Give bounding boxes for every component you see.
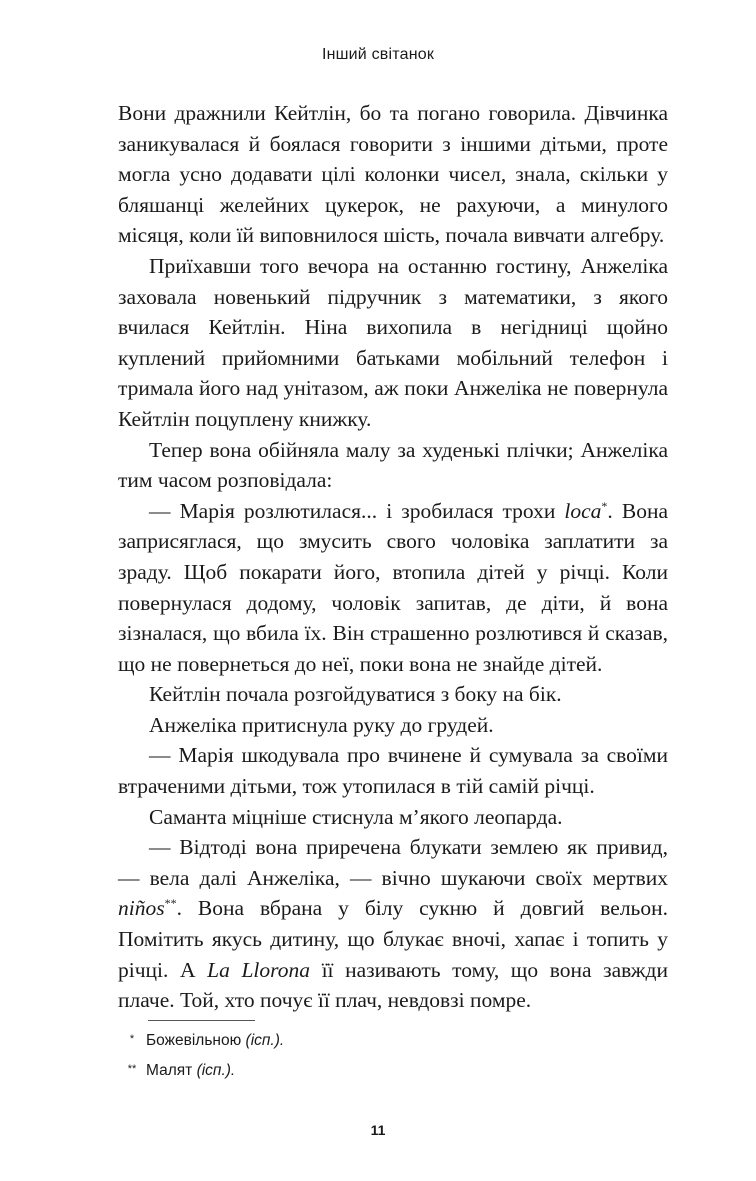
paragraph [118,435,668,496]
paragraph-text: її називають тому, що вона завжди плаче. Той, хто почує її плач, невдовзі помре. [118,957,668,1013]
footnote-source: (ісп.). [245,1032,285,1049]
paragraph [118,832,668,1016]
paragraph [118,710,668,741]
running-header: Інший світанок [321,46,435,63]
paragraph [118,496,668,680]
paragraph-text: . Вона заприсяглася, що змусить свого чоловіка заплатити за зраду. Щоб покарати його, втопила дітей у річці. Коли повернулася додому, чоловік запитав, де діти, й вона зізналася, що вбила їх. Він страшенно розлютився й сказав, що не повернеться до неї, поки вона не знайде дітей. [118,498,669,676]
paragraph [118,740,668,801]
paragraph-text: — Марія розлютилася... і зробилася трохи [149,498,565,523]
footnote-mark: ** [127,1063,137,1075]
paragraph-text: Кейтлін почала розгойдуватися з боку на бік. [149,682,562,707]
paragraph [118,802,668,833]
paragraph-text: Тепер вона обійняла малу за худенькі плічки; Анжеліка тим часом розповідала: [118,437,668,493]
body-text [118,98,668,1016]
paragraph-text: Вони дражнили Кейтлін, бо та погано говорила. Дівчинка заникувалася й боялася говорити з іншими дітьми, проте могла усно додавати цілі колонки чисел, знала, скільки у бляшанці желейних цукерок, не рахуючи, а минулого місяця, коли їй виповнилося шість, почала вивчати алгебру. [118,101,668,248]
footnote [118,1059,658,1081]
footnote [118,1029,658,1051]
paragraph [118,98,668,251]
paragraph-text: . Вона вбрана у білу сукню й довгий вельон. Помітить якусь дитину, що блукає вночі, хапає і топить у річці. А [118,896,668,982]
paragraph-text: Анжеліка притиснула руку до грудей. [149,712,494,737]
foreign-word: loca [564,498,602,523]
foreign-name: La Llorona [207,957,310,982]
foreign-word: niños [118,896,165,921]
footnote-mark: * [129,1033,135,1045]
footnote-source: (ісп.). [196,1062,236,1079]
footnote-reference: * [601,498,608,513]
paragraph-text: Приїхавши того вечора на останню гостину, Анжеліка заховала новенький підручник з математики, з якого вчилася Кейтлін. Ніна вихопила в негідниці щойно куплений прийомними батьками мобільний телефон і тримала його над унітазом, аж поки Анжеліка не повернула Кейтлін поцуплену книжку. [118,253,668,431]
paragraph [118,679,668,710]
paragraph [118,251,668,435]
paragraph-text: — Відтоді вона приречена блукати землею як привид, — вела далі Анжеліка, — вічно шукаючи своїх мертвих [118,835,668,890]
footnote-divider [148,1020,255,1021]
footnote-text: Малят [146,1062,197,1079]
paragraph-text: — Марія шкодувала про вчинене й сумувала за своїми втраченими дітьми, тож утопилася в тій самій річці. [118,743,668,799]
footnote-text: Божевільною [146,1032,246,1049]
page-number: 11 [370,1122,386,1138]
paragraph-text: Саманта міцніше стиснула м’якого леопарда. [149,804,563,829]
footnote-reference: ** [164,896,177,911]
